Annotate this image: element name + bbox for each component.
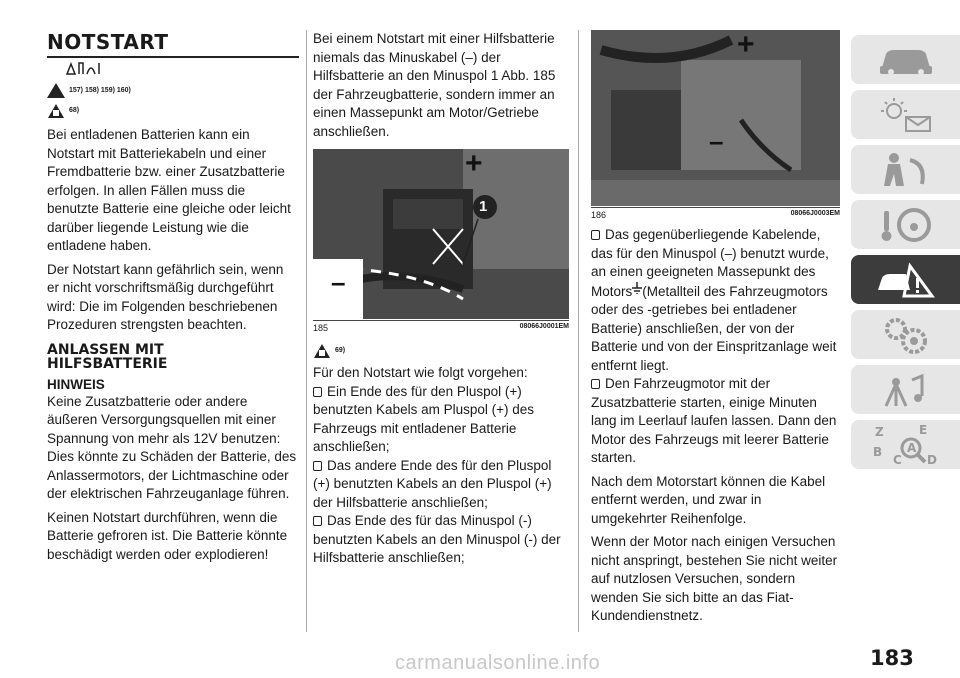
- figure-186-caption: [591, 207, 840, 220]
- checkbox-bullet-icon: [591, 379, 600, 389]
- sidebar-item-dashboard[interactable]: [851, 90, 960, 139]
- sidebar-item-index[interactable]: [851, 420, 960, 469]
- sidebar-item-emergency[interactable]: [851, 255, 960, 304]
- intro-paragraph: Bei entladenen Batterien kann ein Notstart mit Batteriekabeln und einer Fremdbatterie bzw. einer Zusatzbatterie erfolgen. In allen Fällen muss die benutzte Batterie eine gleiche oder leicht darüber liegende Leistung wie die entladene haben.: [47, 127, 291, 253]
- warning-pictograms-icon: [65, 60, 105, 76]
- danger-paragraph: Der Notstart kann gefährlich sein, wenn er nicht vorschriftsmäßig durchgeführt wird: Die im Folgenden beschriebenen Prozeduren strengsten beachten.: [47, 261, 284, 332]
- watermark: carmanualsonline.info: [395, 652, 601, 674]
- caution-hand-icon: [47, 103, 65, 118]
- warning-ref-numbers: 157) 158) 159) 160): [69, 87, 131, 94]
- index-letter-e: E: [918, 422, 927, 437]
- figure-186-photo: [591, 30, 840, 206]
- caution-refs-2: [313, 343, 569, 358]
- removal-paragraph: Nach dem Motorstart können die Kabel entfernt werden, und zwar in umgekehrter Reihenfolge.: [591, 473, 826, 526]
- caution-ref-number: 69): [335, 347, 346, 354]
- ground-symbol-icon: [632, 282, 642, 294]
- caution-refs: [47, 103, 299, 118]
- procedure-intro: Für den Notstart wie folgt vorgehen:: [313, 365, 528, 380]
- page-title: NOTSTART: [47, 30, 299, 58]
- column-middle: [313, 30, 569, 568]
- sidebar-item-multimedia[interactable]: [851, 365, 960, 414]
- figure-186-minus-sign: –: [709, 126, 724, 156]
- chapter-sidebar: [851, 35, 960, 475]
- figure-185-code: 08066J0001EM: [519, 323, 569, 330]
- figure-186-number: 186: [591, 210, 607, 220]
- section-heading: [47, 343, 299, 371]
- engine-bay-illustration: [313, 149, 569, 319]
- warning-triangle-icon: [47, 83, 65, 98]
- page-number: 183: [870, 646, 914, 670]
- emergency-icon: [874, 260, 938, 300]
- index-letter-b: B: [872, 444, 882, 459]
- figure-186-code: 08066J0003EM: [790, 210, 840, 217]
- frozen-battery-paragraph: Keinen Notstart durchführen, wenn die Batterie gefroren ist. Die Batterie könnte beschädigt werden oder explodieren!: [47, 509, 288, 562]
- section-heading-line2: HILFSBATTERIE: [47, 355, 168, 372]
- column-divider: [306, 30, 307, 632]
- no-start-paragraph: Wenn der Motor nach einigen Versuchen nicht anspringt, bestehen Sie nicht weiter auf nutzlosen Versuchen, sondern wenden Sie sich bitte an das Fiat-Kundendienstnetz.: [591, 534, 838, 623]
- index-letter-z: Z: [874, 424, 884, 439]
- column-right: [591, 30, 840, 631]
- step-2: Das andere Ende des für den Pluspol (+) benutzten Kabels an den Pluspol (+) der Hilfsbatterie anschließen;: [313, 457, 552, 510]
- engine-ground-illustration: [591, 30, 840, 206]
- sidebar-item-car[interactable]: [851, 35, 960, 84]
- steering-wheel-key-icon: [876, 205, 936, 245]
- multimedia-icon: [876, 370, 936, 410]
- safety-airbag-icon: [876, 150, 936, 190]
- step-3: Das Ende des für das Minuspol (-) benutzten Kabels an den Minuspol (-) der Hilfsbatterie anschließen;: [313, 513, 561, 565]
- step-1: Ein Ende des für den Pluspol (+) benutzten Kabels am Pluspol (+) des Fahrzeugs mit entladener Batterie anschließen;: [313, 383, 535, 454]
- sidebar-item-driving[interactable]: [851, 200, 960, 249]
- index-letter-a: A: [906, 440, 916, 455]
- checkbox-bullet-icon: [313, 461, 322, 471]
- caution-hand-icon: [313, 343, 331, 358]
- checkbox-bullet-icon: [591, 230, 600, 240]
- checkbox-bullet-icon: [313, 387, 322, 397]
- caution-ref-number: 68): [69, 107, 80, 114]
- figure-185-callout-1: 1: [479, 198, 488, 215]
- column-left: [47, 30, 299, 569]
- figure-185-number: 185: [313, 323, 329, 333]
- note-paragraph: Keine Zusatzbatterie oder andere äußeren Versorgungsquellen mit einer Spannung von mehr als 12V benutzen: Dies könnte zu Schäden der Batterie, des Anlassermotors, der Lichtmaschine oder der elektrischen Fahrzeuganlage führen.: [47, 393, 297, 501]
- index-alphabet-icon: [871, 422, 941, 468]
- figure-185-plus-sign: +: [465, 149, 483, 180]
- symbol-icons: [65, 60, 299, 79]
- dashboard-lights-icon: [876, 95, 936, 135]
- index-letter-c: C: [892, 452, 902, 467]
- figure-185-minus-sign: –: [331, 267, 346, 297]
- sidebar-item-service[interactable]: [851, 310, 960, 359]
- sidebar-item-safety[interactable]: [851, 145, 960, 194]
- service-gears-icon: [876, 315, 936, 355]
- figure-185-caption: [313, 320, 569, 333]
- car-icon: [876, 42, 936, 78]
- negative-cable-paragraph: Bei einem Notstart mit einer Hilfsbatterie niemals das Minuskabel (–) der Hilfsbatterie an den Minuspol 1 Abb. 185 der Fahrzeugbatterie, sondern immer an einen Massepunkt am Motor/Getriebe anschließen.: [313, 31, 556, 139]
- warning-refs: [47, 83, 299, 98]
- figure-186-plus-sign: +: [737, 30, 755, 61]
- figure-185-photo: [313, 149, 569, 319]
- column-divider: [578, 30, 579, 632]
- step-4: Das gegenüberliegende Kabelende, das für den Minuspol (–) benutzt wurde, an einen geeigneten Massepunkt des Motors (Metallteil des Fahrzeugmotors oder des -getriebes bei entladener Batterie) anschließen, der von der Batterie und von der Einspritzanlage weit entfernt liegt.: [591, 227, 837, 373]
- checkbox-bullet-icon: [313, 516, 322, 526]
- section-heading-line1: ANLASSEN MIT: [47, 341, 164, 358]
- index-letter-d: D: [926, 452, 937, 467]
- note-heading: HINWEIS: [47, 376, 105, 392]
- step-5: Den Fahrzeugmotor mit der Zusatzbatterie starten, einige Minuten lang im Leerlauf laufen lassen. Dann den Motor des Fahrzeugs mit leerer Batterie starten.: [591, 376, 837, 465]
